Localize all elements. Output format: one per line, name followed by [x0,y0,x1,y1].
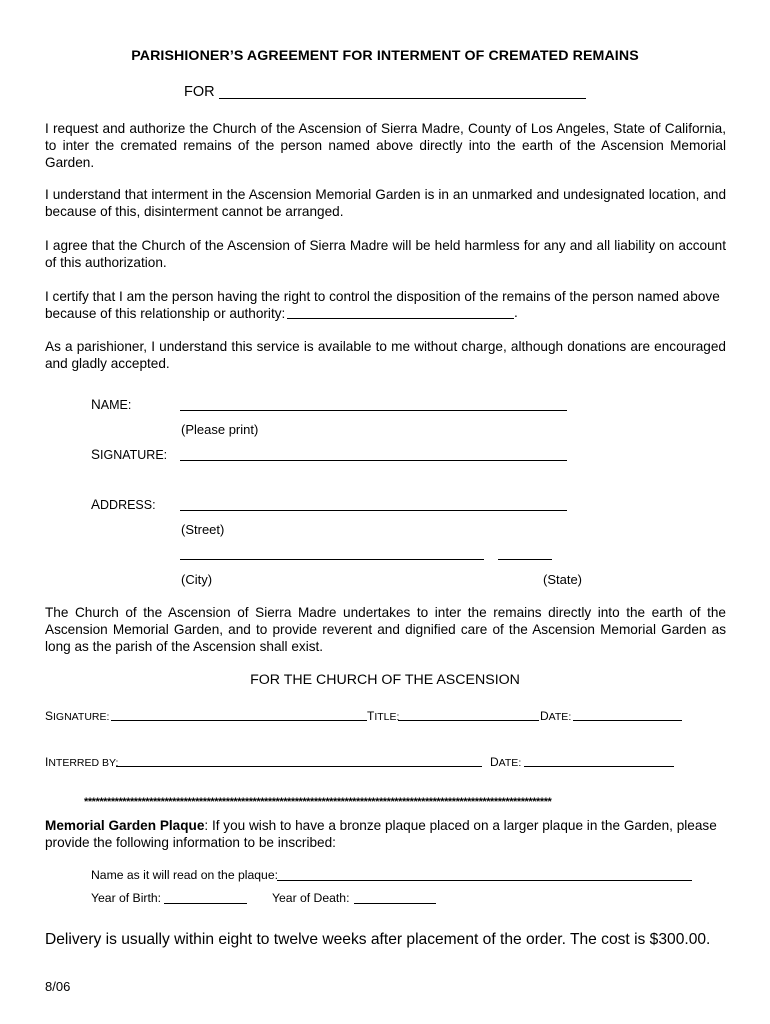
for-line [184,84,215,100]
plaque-name-field[interactable] [277,880,692,881]
page-title: PARISHIONER’S AGREEMENT FOR INTERMENT OF CREMATED REMAINS [131,48,639,64]
paragraph-certify-line2 [45,305,285,322]
interred-by-label: INTERRED BY: [45,755,119,769]
signature-label: SIGNATURE: [91,447,168,462]
certify-period: . [514,305,518,320]
delivery-note: Delivery is usually within eight to twelve weeks after placement of the order. The cost is $300.00. [45,931,711,948]
death-year-field[interactable] [354,903,436,904]
plaque-intro-line1 [45,818,717,833]
church-heading: FOR THE CHURCH OF THE ASCENSION [250,672,520,688]
city-field[interactable] [180,559,484,560]
interred-date-field[interactable] [524,766,674,767]
church-title-label: TITLE: [367,709,400,723]
certify-text: because of this relationship or authority: [45,306,286,321]
for-label: FOR [184,84,215,100]
plaque-intro-line2: provide the following information to be inscribed: [45,835,336,850]
church-date-field[interactable] [573,720,682,721]
city-label: (City) [181,572,213,587]
paragraph-certify-line1: I certify that I am the person having the right to control the disposition of the remains of the person named above [45,289,720,304]
please-print-label: (Please print) [181,422,259,437]
plaque-intro-text: : If you wish to have a bronze plaque placed on a larger plaque in the Garden, please [204,818,717,833]
street-label: (Street) [181,522,225,537]
paragraph-authorization: I request and authorize the Church of the Ascension of Sierra Madre, County of Los Angeles, State of California, to inter the cremated remains of the person named above directly into the earth of the Ascension Memorial Garden. [45,121,726,170]
birth-year-field[interactable] [164,903,247,904]
paragraph-church-undertaking: The Church of the Ascension of Sierra Madre undertakes to inter the remains directly into the earth of the Ascension Memorial Garden, and to provide reverent and dignified care of the Ascension Memorial Garden as long as the parish of the Ascension shall exist. [45,605,726,654]
death-year-label: Year of Death: [272,891,350,905]
paragraph-liability: I agree that the Church of the Ascension of Sierra Madre will be held harmless for any and all liability on account of this authorization. [45,238,726,270]
revision-date: 8/06 [45,979,71,994]
interred-date-label: DATE: [490,755,522,769]
church-signature-field[interactable] [111,720,367,721]
interred-by-field[interactable] [116,766,482,767]
church-title-field[interactable] [398,720,539,721]
address-label: ADDRESS: [91,497,156,512]
street-field[interactable] [180,510,567,511]
asterisk-separator: ************************************************************************************************************************** [84,796,552,808]
birth-year-label: Year of Birth: [91,891,162,905]
church-signature-label: SIGNATURE: [45,709,110,723]
state-field[interactable] [498,559,552,560]
relationship-field[interactable] [287,318,514,319]
name-label: NAME: [91,397,132,412]
plaque-name-label: Name as it will read on the plaque: [91,868,278,882]
plaque-heading: Memorial Garden Plaque [45,818,205,833]
deceased-name-field[interactable] [219,98,586,99]
church-date-label: DATE: [540,709,572,723]
paragraph-disinterment: I understand that interment in the Ascension Memorial Garden is in an unmarked and undesignated location, and because of this, disinterment cannot be arranged. [45,187,726,219]
name-field[interactable] [180,410,567,411]
signature-field[interactable] [180,460,567,461]
state-label: (State) [543,572,583,587]
paragraph-parishioner: As a parishioner, I understand this service is available to me without charge, although donations are encouraged and gladly accepted. [45,339,726,371]
